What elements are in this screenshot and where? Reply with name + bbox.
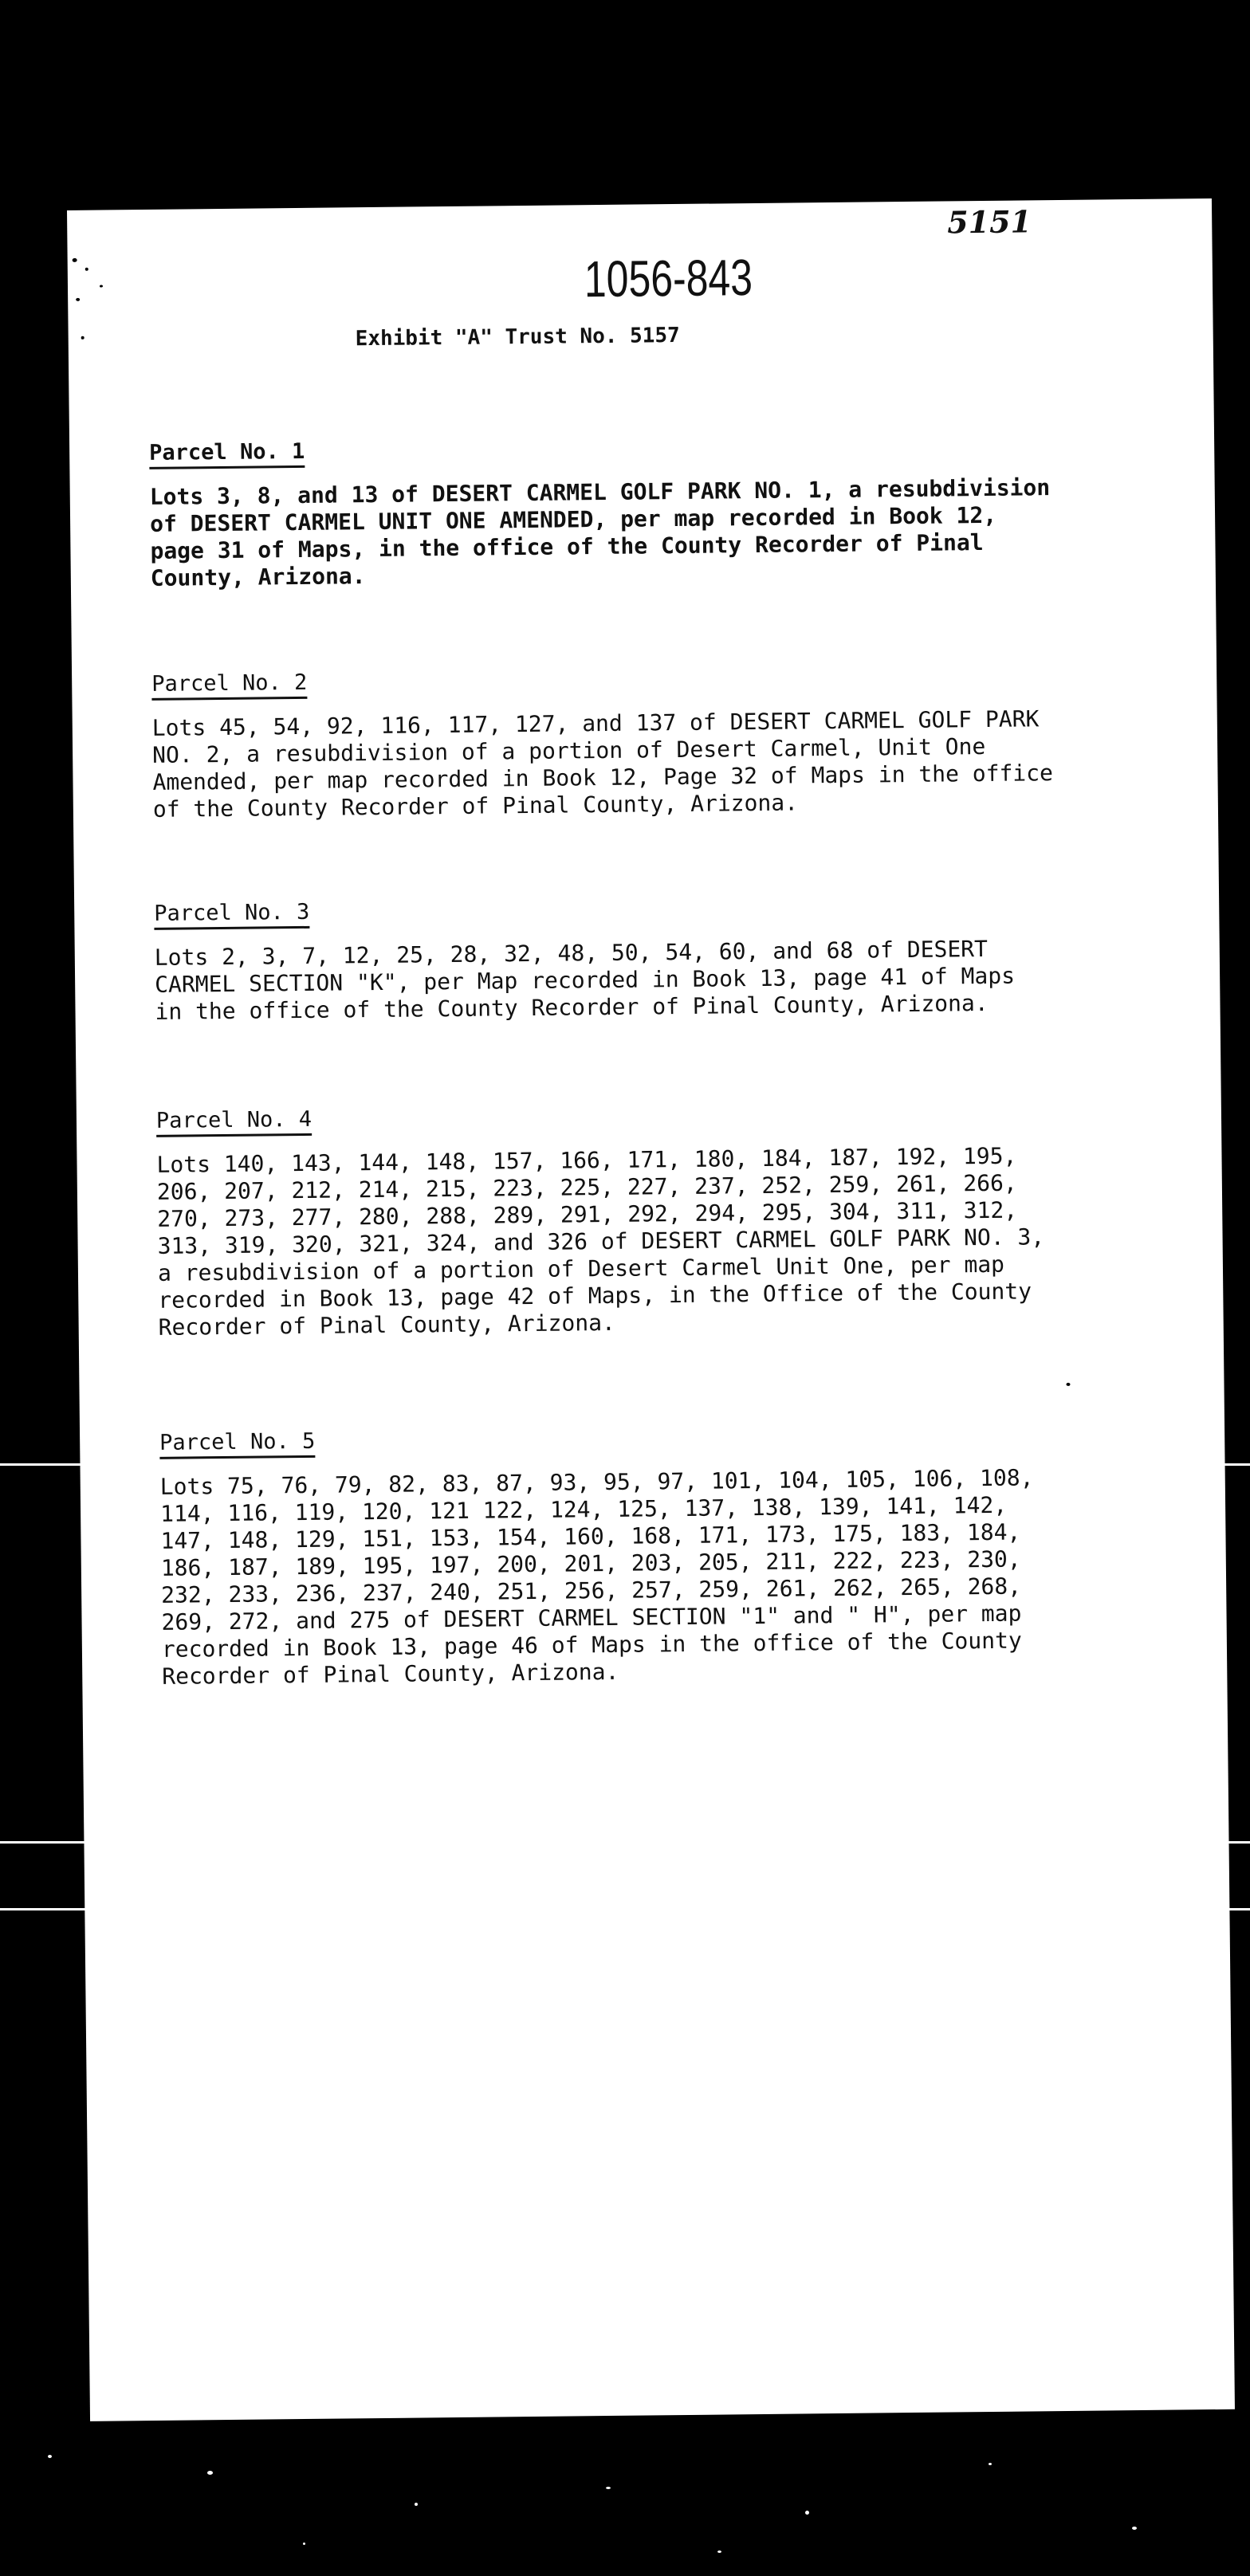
parcel-heading: Parcel No. 4 bbox=[156, 1107, 312, 1137]
book-page-number: 1056-843 bbox=[584, 249, 753, 308]
parcel-description: Lots 3, 8, and 13 of DESERT CARMEL GOLF PARK NO. 1, a resubdivision of DESERT CARMEL UNIT ONE AMENDED, per map recorded in Book 12, page 31 of Maps, in the office of the County Recorder of Pinal County, Arizona. bbox=[149, 474, 1051, 591]
scan-speck bbox=[989, 2463, 992, 2465]
page-speck bbox=[100, 285, 103, 288]
scan-speck bbox=[805, 2511, 809, 2515]
document-page bbox=[67, 198, 1235, 2421]
parcel-description: Lots 140, 143, 144, 148, 157, 166, 171, 180, 184, 187, 192, 195, 206, 207, 212, 214, 215, 223, 225, 227, 237, 252, 259, 261, 266, 270, 273, 277, 280, 288, 289, 291, 292, 294, 295, 304, 311, 312, 313, 319, 320, 321, 324, and 326 of DESERT CARMEL GOLF PARK NO. 3, a resubdivision of a portion of Desert Carmel Unit One, per map recorded in Book 13, page 42 of Maps, in the Office of the County Recorder of Pinal County, Arizona. bbox=[156, 1142, 1045, 1341]
scan-speck bbox=[303, 2543, 305, 2545]
scan-speck bbox=[1132, 2527, 1137, 2530]
parcel-1 bbox=[149, 430, 1195, 592]
parcel-heading: Parcel No. 1 bbox=[149, 439, 305, 469]
corner-stamp-number: 5151 bbox=[946, 203, 1032, 241]
page-speck bbox=[1066, 1383, 1070, 1386]
parcel-heading: Parcel No. 5 bbox=[159, 1429, 315, 1459]
parcel-4 bbox=[156, 1098, 1203, 1341]
page-speck bbox=[85, 268, 88, 271]
scan-speck bbox=[717, 2550, 721, 2553]
scan-speck bbox=[606, 2487, 611, 2489]
parcel-description: Lots 75, 76, 79, 82, 83, 87, 93, 95, 97, 101, 104, 105, 106, 108, 114, 116, 119, 120, 121 122, 124, 125, 137, 138, 139, 141, 142, 147, 148, 129, 151, 153, 154, 160, 168, 171, 173, 175, 183, 184, 186, 187, 189, 195, 197, 200, 201, 203, 205, 211, 222, 223, 230, 232, 233, 236, 237, 240, 251, 256, 257, 259, 261, 262, 265, 268, 269, 272, and 275 of DESERT CARMEL SECTION "1" and " H", per map recorded in Book 13, page 46 of Maps in the office of the County Recorder of Pinal County, Arizona. bbox=[159, 1464, 1034, 1690]
parcel-heading: Parcel No. 2 bbox=[151, 670, 307, 701]
parcel-2 bbox=[151, 661, 1197, 823]
parcel-description: Lots 45, 54, 92, 116, 117, 127, and 137 of DESERT CARMEL GOLF PARK NO. 2, a resubdivision of a portion of Desert Carmel, Unit One Amended, per map recorded in Book 12, Page 32 of Maps in the office of the County Recorder of Pinal County, Arizona. bbox=[151, 705, 1054, 823]
page-speck bbox=[73, 258, 77, 262]
parcel-5 bbox=[159, 1420, 1206, 1690]
parcel-3 bbox=[154, 890, 1200, 1026]
parcel-description: Lots 2, 3, 7, 12, 25, 28, 32, 48, 50, 54, 60, and 68 of DESERT CARMEL SECTION "K", per Map recorded in Book 13, page 41 of Maps in the office of the County Recorder of Pinal County, Arizona. bbox=[154, 935, 1016, 1025]
page-speck bbox=[81, 336, 85, 340]
page-speck bbox=[76, 298, 80, 301]
parcel-heading: Parcel No. 3 bbox=[154, 900, 309, 930]
scan-speck bbox=[48, 2455, 52, 2458]
exhibit-title: Exhibit "A" Trust No. 5157 bbox=[355, 323, 680, 351]
scan-speck bbox=[415, 2503, 418, 2506]
scan-speck bbox=[207, 2471, 213, 2475]
